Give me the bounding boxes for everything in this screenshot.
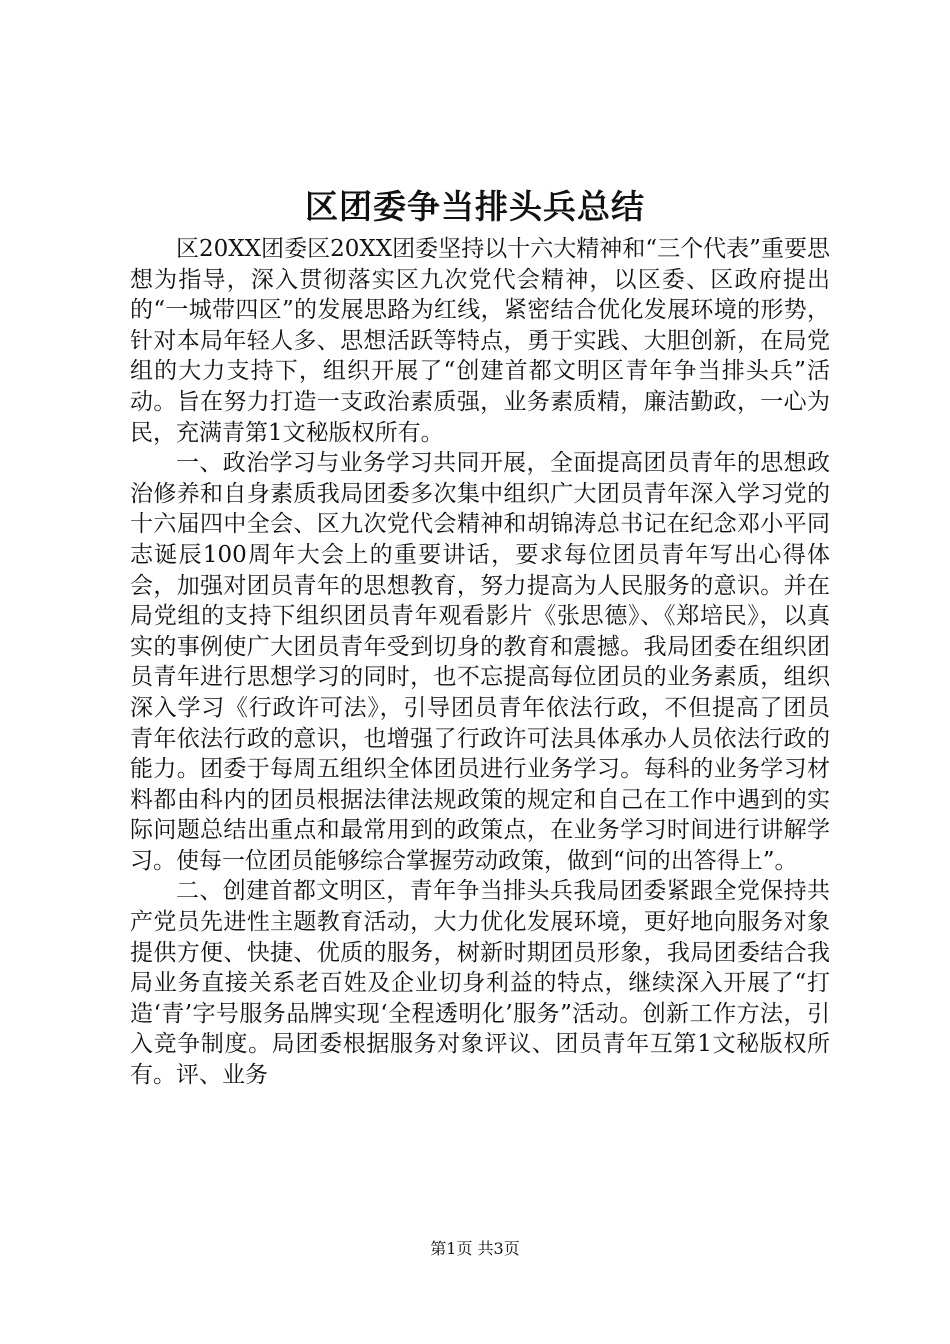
paragraph-section-one: 一、政治学习与业务学习共同开展，全面提高团员青年的思想政治修养和自身素质我局团委多次集中组织广大团员青年深入学习党的十六届四中全会、区九次党代会精神和胡锦涛总书记在纪念邓小平同志诞辰100周年大会上的重要讲话，要求每位团员青年写出心得体会，加强对团员青年的思想教育，努力提高为人民服务的意识。并在局党组的支持下组织团员青年观看影片《张思德》、《郑培民》，以真实的事例使广大团员青年受到切身的教育和震撼。我局团委在组织团员青年进行思想学习的同时，也不忘提高每位团员的业务素质，组织深入学习《行政许可法》，引导团员青年依法行政，不但提高了团员青年依法行政的意识，也增强了行政许可法具体承办人员依法行政的能力。团委于每周五组织全体团员进行业务学习。每科的业务学习材料都由科内的团员根据法律法规政策的规定和自己在工作中遇到的实际问题总结出重点和最常用到的政策点，在业务学习时间进行讲解学习。使每一位团员能够综合掌握劳动政策，做到“问的出答得上”。 bbox=[130, 450, 830, 874]
document-body bbox=[130, 234, 830, 1091]
page-number-footer: 第1页 共3页 bbox=[430, 1239, 520, 1258]
paragraph-section-two: 二、创建首都文明区，青年争当排头兵我局团委紧跟全党保持共产党员先进性主题教育活动，大力优化发展环境，更好地向服务对象提供方便、快捷、优质的服务，树新时期团员形象，我局团委结合我局业务直接关系老百姓及企业切身利益的特点，继续深入开展了“打造‘青’字号服务品牌实现‘全程透明化’服务”活动。创新工作方法，引入竞争制度。局团委根据服务对象评议、团员青年互第1文秘版权所有。评、业务 bbox=[130, 878, 830, 1089]
document-title: 区团委争当排头兵总结 bbox=[305, 187, 645, 226]
paragraph-intro: 区20XX团委区20XX团委坚持以十六大精神和“三个代表”重要思想为指导，深入贯彻落实区九次党代会精神，以区委、区政府提出的“一城带四区”的发展思路为红线，紧密结合优化发展环境的形势，针对本局年轻人多、思想活跃等特点，勇于实践、大胆创新，在局党组的大力支持下，组织开展了“创建首都文明区青年争当排头兵”活动。旨在努力打造一支政治素质强，业务素质精，廉洁勤政，一心为民，充满青第1文秘版权所有。 bbox=[130, 236, 830, 446]
